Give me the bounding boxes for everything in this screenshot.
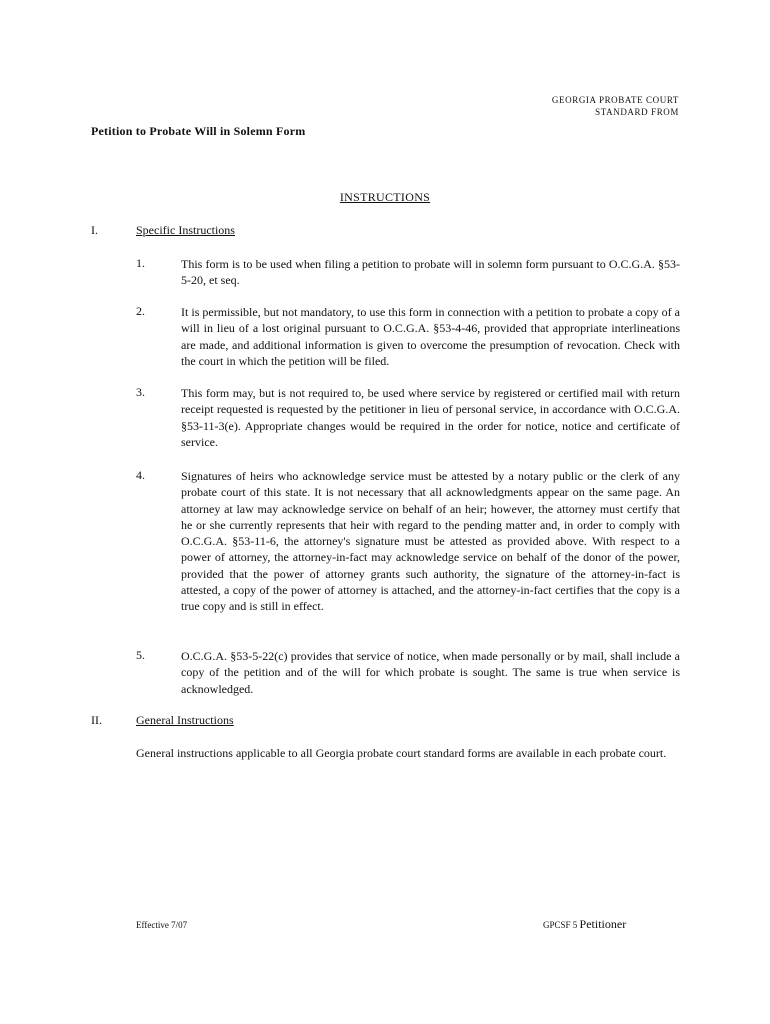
item-5-number: 5. [136,648,145,662]
item-3-text: This form may, but is not required to, be used where service by registered or certified mail with return receipt requested is requested by the petitioner in lieu of personal service, in accordance with O.C.G.A. §53-11-3(e). Appropriate changes would be required in the order for notice, notice and certificate of service. [181,386,680,449]
footer-form-code: GPCSF 5 [543,920,578,930]
document-title: Petition to Probate Will in Solemn Form [91,124,306,138]
item-2-number: 2. [136,304,145,318]
header-court-name: GEORGIA PROBATE COURT [551,95,679,105]
instructions-heading [0,190,770,205]
item-3-number: 3. [136,385,145,399]
section-2-numeral: II. [91,713,102,727]
footer-form-party: Petitioner [579,917,627,931]
section-1-title: Specific Instructions [136,223,235,237]
item-2-text: It is permissible, but not mandatory, to use this form in connection with a petition to probate a copy of a will in lieu of a lost original pursuant to O.C.G.A. §53-4-46, provided that appropriate interlineations are made, and additional information is given to overcome the presumption of revocation. Check with the court in which the petition will be filed. [181,305,680,368]
item-5-text: O.C.G.A. §53-5-22(c) provides that service of notice, when made personally or by mail, shall include a copy of the petition and of the will for which probate is sought. The same is true when service is acknowledged. [181,649,680,696]
section-1-numeral: I. [91,223,98,237]
general-instructions-paragraph: General instructions applicable to all Georgia probate court standard forms are available in each probate court. [136,746,667,760]
footer-form-id [543,917,626,932]
instructions-heading-text: INSTRUCTIONS [339,190,431,204]
item-1-text: This form is to be used when filing a petition to probate will in solemn form pursuant to O.C.G.A. §53-5-20, et seq. [181,257,680,288]
header-standard-form: STANDARD FROM [595,107,679,117]
item-1-number: 1. [136,256,145,270]
section-2-title: General Instructions [136,713,234,727]
item-4-text: Signatures of heirs who acknowledge service must be attested by a notary public or the clerk of any probate court of this state. It is not necessary that all acknowledgments appear on the same page. An attorney at law may acknowledge service on behalf of an heir; however, the attorney must certify that he or she currently represents that heir with regard to the pending matter and, in order to comply with O.C.G.A. §53-11-6, the attorney's signature must be attested as provided above. With respect to a power of attorney, the attorney-in-fact may acknowledge service on behalf of the donor of the power, provided that the power of attorney grants such authority, the signature of the attorney-in-fact is attested, a copy of the power of attorney is attached, and the attorney-in-fact certifies that the copy is a true copy and is still in effect. [181,469,680,614]
item-4-number: 4. [136,468,145,482]
footer-effective-date: Effective 7/07 [136,920,188,930]
